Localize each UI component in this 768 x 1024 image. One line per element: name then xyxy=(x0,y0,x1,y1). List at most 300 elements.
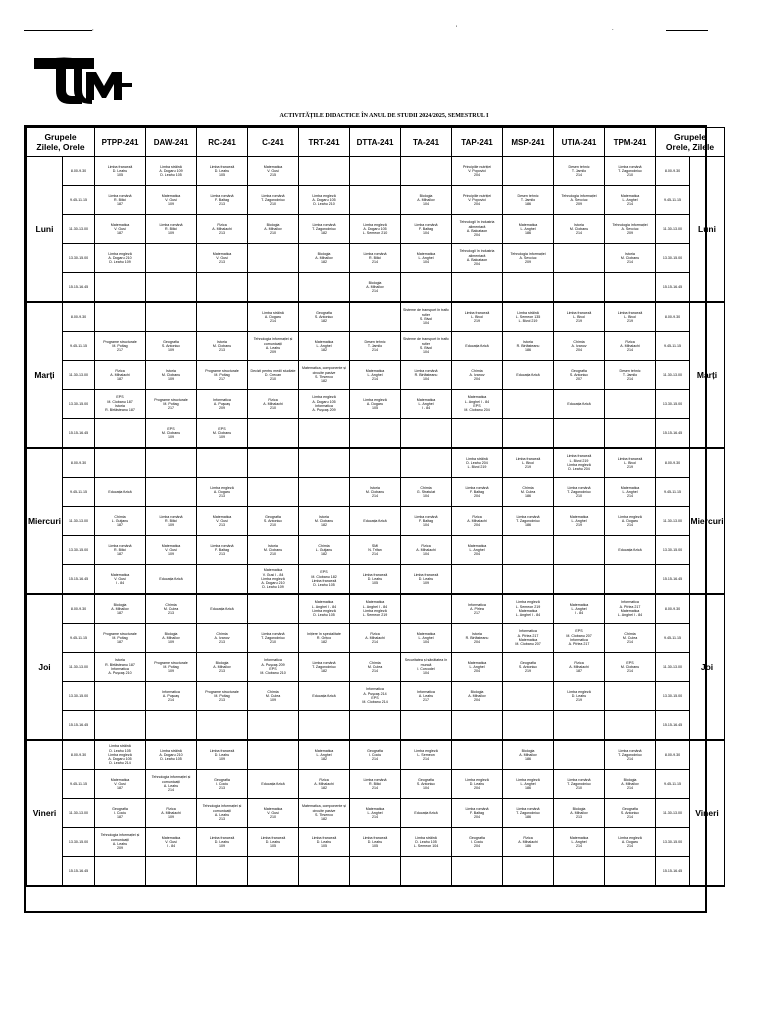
class-cell-text: 186 xyxy=(525,786,532,791)
class-cell-text: 214 xyxy=(627,523,634,528)
class-cell-text: Limba engleză xyxy=(312,609,336,613)
class-cell xyxy=(401,857,452,887)
class-cell-text: V. Gusi xyxy=(216,518,228,523)
time-slot: 11.30-13.00 xyxy=(63,215,95,244)
class-cell xyxy=(197,682,248,711)
class-cell-text: Biologia xyxy=(623,777,637,782)
class-cell-text: L. Bivol 219 xyxy=(518,319,538,324)
class-cell-text: L. Gutjanu xyxy=(111,518,129,523)
class-cell-text: A. Puşcaş xyxy=(162,693,180,698)
class-cell xyxy=(401,215,452,244)
class-cell-text: L. Bivol 219 xyxy=(467,465,487,470)
class-cell-text: Informatica xyxy=(315,404,333,408)
class-cell-text: 213 xyxy=(219,640,226,645)
time-slot: 8.00-9.30 xyxy=(63,302,95,332)
class-cell-text: 182 xyxy=(321,348,328,353)
class-cell-text: Educația fizică xyxy=(414,810,438,815)
class-cell xyxy=(605,390,656,419)
class-cell xyxy=(299,273,350,303)
class-cell xyxy=(146,507,197,536)
class-cell-text: A. Mihalachi xyxy=(569,664,589,669)
class-cell-text: Informatica xyxy=(111,667,129,671)
class-cell-text: Matematica xyxy=(263,164,283,169)
class-cell xyxy=(197,711,248,741)
class-cell-text: Informatica xyxy=(417,689,435,694)
class-cell xyxy=(248,448,299,478)
class-cell xyxy=(503,594,554,624)
class-cell-text: F. Baltag xyxy=(470,489,484,494)
class-cell xyxy=(350,565,401,595)
class-cell-text: 210 xyxy=(576,494,583,499)
class-cell xyxy=(554,565,605,595)
class-cell-text: Geografia xyxy=(316,310,332,315)
class-cell xyxy=(503,740,554,770)
class-cell xyxy=(554,682,605,711)
class-cell xyxy=(452,857,503,887)
class-cell-text: Geografia xyxy=(622,806,638,811)
class-cell xyxy=(452,273,503,303)
class-cell-text: Matematica xyxy=(365,600,385,605)
class-cell xyxy=(248,857,299,887)
class-cell-text: Limba franceză xyxy=(107,164,133,169)
class-cell xyxy=(503,799,554,828)
class-cell-text: M. Culea xyxy=(520,489,536,494)
group-header: DTTA-241 xyxy=(350,128,401,157)
class-cell-text: Fizica xyxy=(472,514,482,519)
class-cell-text: Desen tehnic xyxy=(364,339,386,344)
class-cell xyxy=(350,828,401,857)
class-cell-text: L. Anghel xyxy=(316,343,332,348)
class-cell-text: 204 xyxy=(474,173,481,178)
class-cell-text: A. Dogaru 105 xyxy=(363,226,387,231)
class-cell-text: Matematica xyxy=(365,806,385,811)
class-cell-text: 187 xyxy=(117,231,124,236)
class-cell-text: Biologia xyxy=(215,660,229,665)
class-cell-text: Limba română xyxy=(261,193,285,198)
class-cell-text: M. Ciobanu 207 xyxy=(566,633,592,638)
class-cell-text: Matematica xyxy=(620,193,640,198)
class-cell-text: R. Bilici xyxy=(165,226,177,231)
class-cell xyxy=(299,857,350,887)
class-cell xyxy=(299,536,350,565)
class-cell-text: L. Semeon 210 xyxy=(362,231,388,236)
class-cell-text: V. Gusi xyxy=(165,547,177,552)
class-cell-text: 214 xyxy=(270,319,277,324)
top-rule-right xyxy=(666,30,708,31)
class-cell-text: D. Leahu xyxy=(214,839,230,844)
class-cell-text: S. Antoniuc xyxy=(569,372,589,377)
class-cell-text: V. Gusi xyxy=(165,197,177,202)
class-cell-text: Biologia xyxy=(368,280,382,285)
time-slot: 8.00-9.30 xyxy=(63,594,95,624)
class-cell-text: Matematica xyxy=(467,543,487,548)
class-cell-text: 186 xyxy=(525,815,532,820)
class-cell-text: Fizica xyxy=(574,660,584,665)
class-cell-text: Matematica xyxy=(314,748,334,753)
top-rule-left xyxy=(24,30,92,31)
class-cell-text: L. Anghel xyxy=(622,489,638,494)
class-cell-text: A. Mihalachi xyxy=(161,810,181,815)
class-cell-text: Educația fizică xyxy=(465,343,489,348)
class-cell xyxy=(554,302,605,332)
class-cell xyxy=(350,478,401,507)
class-cell-text: Limba franceză xyxy=(209,164,235,169)
class-cell-text: L. Bivol xyxy=(624,460,636,465)
class-cell-text: 214 xyxy=(372,289,379,294)
class-cell-text: SMI xyxy=(371,543,379,548)
class-cell xyxy=(197,332,248,361)
class-cell-text: D. Leahu 105 xyxy=(415,839,437,844)
class-cell-text: Limba franceză xyxy=(311,835,337,840)
class-cell-text: L. Semeon 219 xyxy=(515,604,541,609)
class-cell-text: L. Anghel xyxy=(520,226,536,231)
class-cell-text: 210 xyxy=(270,815,277,820)
class-cell-text: D. Leahu xyxy=(418,576,434,581)
time-slot: 15.15-16.45 xyxy=(63,273,95,303)
class-cell-text: 204 xyxy=(474,669,481,674)
class-cell-text: A. Puşcaş 209 xyxy=(312,408,336,413)
class-cell-text: R. Grițco xyxy=(316,635,332,640)
day-label: Luni xyxy=(27,157,63,303)
class-cell-text: Limba franceză xyxy=(209,748,235,753)
time-slot: 8.00-9.30 xyxy=(63,448,95,478)
class-cell-text: 219 xyxy=(576,698,583,703)
class-cell xyxy=(95,624,146,653)
class-cell-text: A. Dogaru 105 xyxy=(312,399,336,404)
class-cell xyxy=(197,857,248,887)
class-cell-text: 219 xyxy=(576,319,583,324)
class-cell-text: 213 xyxy=(219,523,226,528)
class-cell xyxy=(248,478,299,507)
class-cell-text: 109 xyxy=(219,844,226,849)
class-cell-text: G. Stratulat xyxy=(416,489,436,494)
class-cell-text: Matematica xyxy=(161,835,181,840)
class-cell-text: Limba engleză xyxy=(312,193,336,198)
class-cell-text: Matematica xyxy=(110,222,130,227)
class-cell xyxy=(146,857,197,887)
class-cell-text: Chimia xyxy=(420,485,432,490)
class-cell xyxy=(197,273,248,303)
class-cell xyxy=(95,157,146,186)
class-cell xyxy=(605,448,656,478)
class-cell xyxy=(605,594,656,624)
class-cell xyxy=(503,828,554,857)
class-cell-text: V. Gusi xyxy=(165,839,177,844)
class-cell-text: A. Dogaru 210 xyxy=(261,581,285,586)
group-header: TA-241 xyxy=(401,128,452,157)
class-cell-text: T. Jamilo xyxy=(520,197,536,202)
class-cell-text: 210 xyxy=(270,202,277,207)
class-cell-text: 187 xyxy=(117,552,124,557)
class-cell-text: F. Baltag xyxy=(419,226,433,231)
class-cell-text: 214 xyxy=(576,844,583,849)
class-cell xyxy=(248,828,299,857)
class-cell xyxy=(554,215,605,244)
class-cell-text: D. Leahu 210 xyxy=(313,202,335,207)
class-cell-text: A. Mihailov xyxy=(264,226,282,231)
class-cell-text: V. Gusi xyxy=(267,810,279,815)
class-cell-text: Sisteme de transport în trafic rutier xyxy=(403,337,449,346)
class-cell xyxy=(197,419,248,449)
class-cell-text: 186 xyxy=(525,494,532,499)
class-cell-text: 186 xyxy=(525,348,532,353)
class-cell-text: T. Zagorodniuc xyxy=(312,226,336,231)
class-cell xyxy=(350,857,401,887)
class-cell-text: 210 xyxy=(270,377,277,382)
class-cell-text: 182 xyxy=(321,669,328,674)
class-cell-text: Geografia xyxy=(469,835,485,840)
class-cell-text: 186 xyxy=(525,231,532,236)
class-cell-text: Limba română xyxy=(312,222,336,227)
time-slot: 8.00-9.30 xyxy=(63,157,95,186)
corner-label: Grupele xyxy=(673,132,707,142)
class-cell xyxy=(605,157,656,186)
class-cell-text: F. Baltag xyxy=(215,547,229,552)
class-cell xyxy=(401,536,452,565)
class-cell xyxy=(503,536,554,565)
class-cell-text: 204 xyxy=(474,815,481,820)
class-cell-text: Fizica xyxy=(115,368,125,373)
class-cell-text: 182 xyxy=(321,379,328,384)
class-cell xyxy=(605,215,656,244)
class-cell-text: 105 xyxy=(372,406,379,411)
class-cell-text: Limba străină xyxy=(160,164,182,169)
class-cell xyxy=(350,390,401,419)
class-cell xyxy=(197,390,248,419)
class-cell-text: 219 xyxy=(627,465,634,470)
class-cell-text: A. Mihalachi xyxy=(263,401,283,406)
class-cell xyxy=(197,244,248,273)
class-cell-text: Limba engleză xyxy=(261,576,285,581)
class-cell-text: Educația fizică xyxy=(261,781,285,786)
class-cell-text: Limba franceză xyxy=(566,310,592,315)
class-cell-text: 214 xyxy=(627,260,634,265)
time-slot: 11.30-13.00 xyxy=(656,799,690,828)
class-cell-text: Limba română xyxy=(414,368,438,373)
class-cell xyxy=(605,857,656,887)
class-cell xyxy=(605,740,656,770)
class-cell-text: Geografia xyxy=(214,777,230,782)
class-cell-text: EPS xyxy=(167,426,175,431)
class-cell xyxy=(350,536,401,565)
class-cell-text: 219 xyxy=(576,523,583,528)
class-cell xyxy=(452,799,503,828)
time-slot: 13.30-15.00 xyxy=(63,390,95,419)
class-cell xyxy=(248,419,299,449)
class-cell-text: 204 xyxy=(474,698,481,703)
class-cell xyxy=(350,244,401,273)
class-cell-text: I - 84 xyxy=(421,406,431,411)
class-cell-text: Istoria xyxy=(268,543,278,548)
class-cell xyxy=(95,653,146,682)
class-cell-text: 210 xyxy=(627,173,634,178)
class-cell-text: Tehnologia informației și comunicații xyxy=(202,804,242,813)
class-cell-text: Biologia xyxy=(419,193,433,198)
class-cell-text: Geografia xyxy=(520,660,536,665)
class-cell xyxy=(401,770,452,799)
class-cell-text: M. Ciobanu xyxy=(263,547,283,552)
class-cell-text: Geografia xyxy=(418,777,434,782)
class-cell xyxy=(401,507,452,536)
class-cell xyxy=(452,215,503,244)
class-cell-text: 204 xyxy=(474,202,481,207)
time-slot: 13.30-15.00 xyxy=(63,828,95,857)
class-cell-text: L. Anghel I - 84 xyxy=(362,604,388,609)
class-cell-text: A. Mihailov xyxy=(315,255,333,260)
class-cell xyxy=(299,507,350,536)
class-cell xyxy=(452,653,503,682)
class-cell-text: M. Ciobanu 210 xyxy=(260,671,286,676)
class-cell-text: M. Culea xyxy=(265,693,281,698)
class-cell-text: R. Birtăsteanu xyxy=(414,372,438,377)
class-cell-text: T. Zagorodniuc xyxy=(516,518,540,523)
top-mark: . xyxy=(612,26,614,32)
class-cell-text: I - 84 xyxy=(115,581,125,586)
time-slot: 9.45-11.15 xyxy=(656,332,690,361)
class-cell-text: Limba română xyxy=(210,543,234,548)
class-cell-text: D. Leahu 204 xyxy=(568,467,590,472)
class-cell-text: Educația fizică xyxy=(618,547,642,552)
group-header: TPM-241 xyxy=(605,128,656,157)
class-cell-text: Geografia xyxy=(367,748,383,753)
class-cell xyxy=(401,186,452,215)
class-cell-text: 204 xyxy=(474,786,481,791)
class-cell-text: 217 xyxy=(474,611,481,616)
day-label: Vineri xyxy=(690,740,725,886)
class-cell xyxy=(554,273,605,303)
class-cell-text: 204 xyxy=(474,233,481,238)
class-cell-text: S. Bivol xyxy=(419,317,433,321)
class-cell-text: Geografia xyxy=(571,368,587,373)
class-cell-text: I. Cociu xyxy=(215,781,229,786)
class-cell-text: 187 xyxy=(117,202,124,207)
class-cell-text: D. Leahu xyxy=(214,752,230,757)
time-slot: 13.30-15.00 xyxy=(656,244,690,273)
class-cell-text: 209 xyxy=(117,846,124,851)
class-cell xyxy=(503,215,554,244)
time-slot: 13.30-15.00 xyxy=(63,682,95,711)
class-cell-text: 109 xyxy=(219,435,226,440)
class-cell xyxy=(299,799,350,828)
time-slot: 15.15-16.45 xyxy=(656,565,690,595)
class-cell-text: A. Dogaru 105 xyxy=(108,757,132,762)
class-cell-text: Limba română xyxy=(618,748,642,753)
class-cell-text: A. Sevciuc xyxy=(570,197,588,202)
class-cell-text: Biologia xyxy=(113,602,127,607)
class-cell-text: S. Antoniuc xyxy=(314,314,334,319)
class-cell-text: Limba engleză xyxy=(618,835,642,840)
class-cell-text: Limba engleză xyxy=(363,397,387,402)
class-cell-text: 187 xyxy=(117,786,124,791)
class-cell-text: 214 xyxy=(168,788,175,793)
class-cell xyxy=(197,594,248,624)
class-cell xyxy=(452,302,503,332)
class-cell-text: Limba română xyxy=(312,660,336,665)
class-cell-text: Chimia xyxy=(114,514,126,519)
class-cell xyxy=(248,244,299,273)
class-cell-text: Principiile nutriției xyxy=(463,193,491,198)
class-cell xyxy=(452,332,503,361)
class-cell-text: Limba engleză xyxy=(516,600,540,605)
class-cell xyxy=(503,682,554,711)
time-slot: 11.30-13.00 xyxy=(63,799,95,828)
class-cell xyxy=(95,770,146,799)
class-cell xyxy=(248,157,299,186)
class-cell xyxy=(248,273,299,303)
class-cell xyxy=(503,565,554,595)
class-cell-text: T. Jamilo xyxy=(367,343,383,348)
class-cell xyxy=(197,507,248,536)
class-cell-text: Tehnologii în industria alimentară xyxy=(459,220,495,229)
class-cell-text: 187 xyxy=(117,377,124,382)
class-cell xyxy=(197,448,248,478)
class-cell-text: 204 xyxy=(474,844,481,849)
group-header: MSP-241 xyxy=(503,128,554,157)
class-cell-text: Chimia xyxy=(369,660,381,665)
class-cell xyxy=(350,448,401,478)
class-cell-text: Limba română xyxy=(159,514,183,519)
class-cell-text: L. Anghel xyxy=(622,197,638,202)
class-cell-text: L. Anghel xyxy=(367,372,383,377)
class-cell-text: A. Mihalachi xyxy=(110,372,130,377)
class-cell-text: T. Zagorodniuc xyxy=(312,664,336,669)
class-cell-text: S. Antoniuc xyxy=(416,781,436,786)
class-cell-text: Limba franceză xyxy=(209,835,235,840)
class-cell xyxy=(554,186,605,215)
class-cell-text: A. Ivanov xyxy=(214,635,230,640)
class-cell-text: Istoria xyxy=(115,658,125,663)
class-cell-text: D. Leahu xyxy=(367,576,383,581)
class-cell-text: A. Mihalachi xyxy=(620,343,640,348)
class-cell-text: Fizica xyxy=(319,777,329,782)
group-header: UTIA-241 xyxy=(554,128,605,157)
class-cell xyxy=(554,624,605,653)
class-cell xyxy=(197,361,248,390)
class-cell-text: 182 xyxy=(321,260,328,265)
top-mark: ' xyxy=(456,26,458,32)
class-cell-text: Tehnologia informației xyxy=(561,193,597,198)
class-cell-text: A. Mihalachi xyxy=(467,518,487,523)
class-cell-text: A. Dogaru 105 xyxy=(312,197,336,202)
class-cell-text: 104 xyxy=(423,321,430,326)
class-cell-text: 214 xyxy=(168,698,175,703)
class-cell-text: 105 xyxy=(270,844,277,849)
corner-header-right xyxy=(656,128,725,157)
class-cell-text: A. Puşcaş 210 xyxy=(108,671,132,676)
class-cell-text: L. Anghel xyxy=(571,518,587,523)
class-cell-text: 104 xyxy=(423,523,430,528)
class-cell xyxy=(605,828,656,857)
class-cell-text: L. Anghel xyxy=(418,401,434,406)
class-cell-text: Fizica xyxy=(421,543,431,548)
class-cell xyxy=(452,507,503,536)
class-cell-text: S. Tirsenco xyxy=(315,813,333,817)
class-cell xyxy=(605,302,656,332)
class-cell-text: I - 84 xyxy=(574,611,584,616)
class-cell-text: A. Mihalachi xyxy=(365,635,385,640)
class-cell xyxy=(197,565,248,595)
class-cell-text: Educația fizică xyxy=(210,606,234,611)
class-cell xyxy=(503,624,554,653)
class-cell-text: A. Mihailov xyxy=(570,810,588,815)
class-cell xyxy=(95,799,146,828)
class-cell xyxy=(554,653,605,682)
class-cell xyxy=(95,215,146,244)
class-cell-text: A. Mihailov xyxy=(468,693,486,698)
class-cell-text: D. Leahu 109 xyxy=(109,260,131,265)
class-cell-text: 204 xyxy=(474,552,481,557)
class-cell-text: Limba română xyxy=(210,193,234,198)
